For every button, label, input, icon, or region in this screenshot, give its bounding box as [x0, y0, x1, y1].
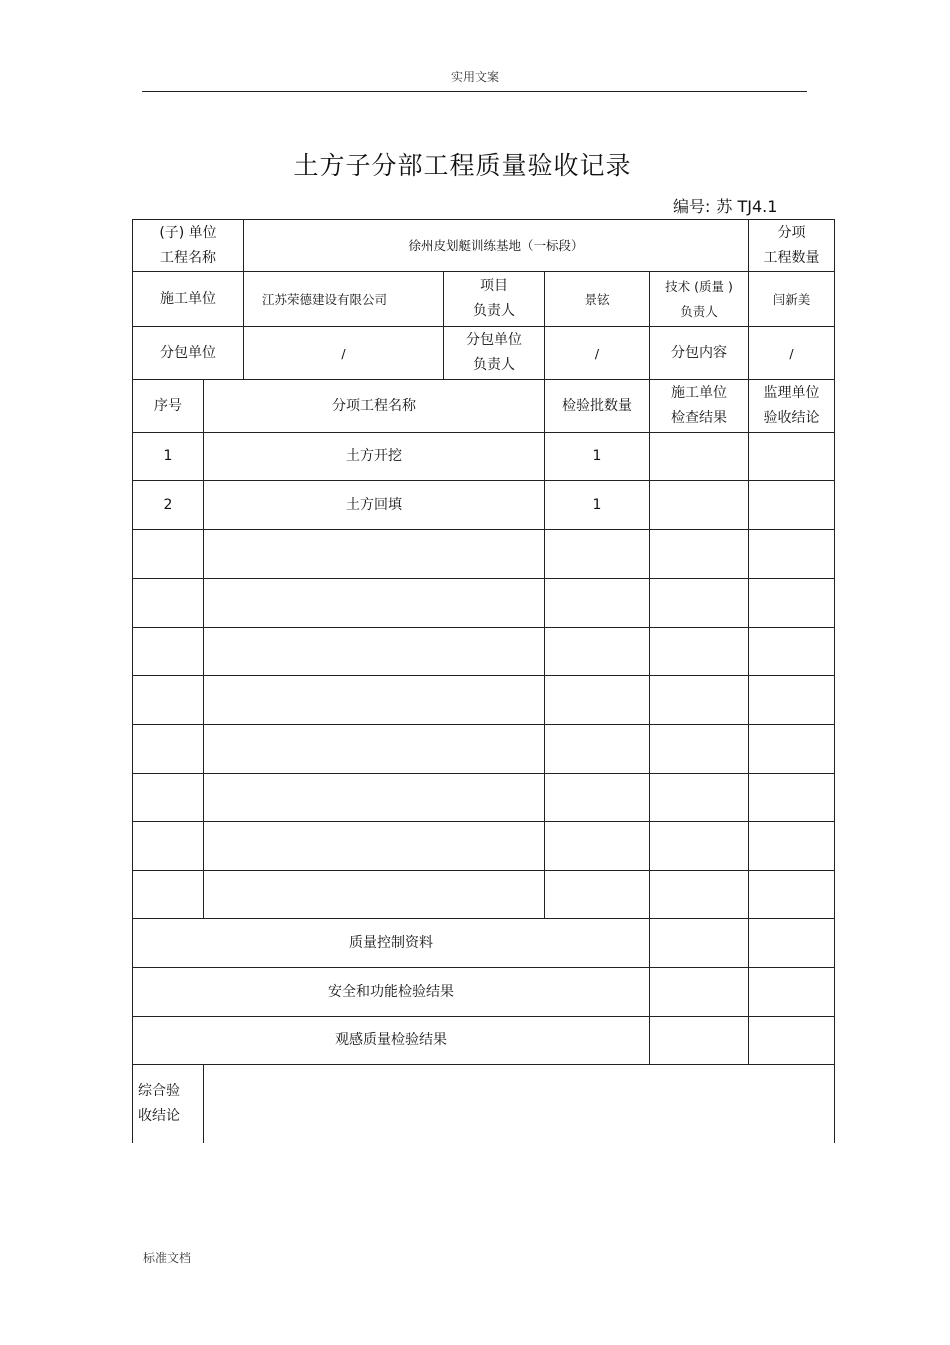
technical-manager-value: 闫新美: [749, 272, 835, 327]
column-header-supervisor-conclusion: 监理单位 验收结论: [749, 380, 835, 433]
row-name: [204, 530, 545, 579]
row-contractor-result: [650, 871, 749, 919]
code-label: 编号:: [673, 197, 711, 216]
subcontract-content-label: 分包内容: [650, 327, 749, 380]
row-batch: [545, 725, 650, 774]
summary-contractor-result: [650, 1017, 749, 1065]
row-seq: [133, 871, 204, 919]
row-contractor-result: [650, 725, 749, 774]
table-row: [133, 774, 835, 822]
summary-label: 质量控制资料: [133, 919, 650, 968]
row-name: [204, 676, 545, 725]
project-manager-label: 项目 负责人: [444, 272, 545, 327]
technical-manager-label: 技术 (质量 ) 负责人: [650, 272, 749, 327]
column-header-seq: 序号: [133, 380, 204, 433]
items-header-row: [133, 380, 835, 433]
row-contractor-result: [650, 822, 749, 871]
table-row: [133, 822, 835, 871]
row-supervisor-conclusion: [749, 628, 835, 676]
summary-supervisor-conclusion: [749, 919, 835, 968]
subitem-count-cell: 分项 工程数量: [749, 220, 835, 272]
info-row-project: [133, 220, 835, 272]
row-batch: 1: [545, 481, 650, 530]
table-row: [133, 871, 835, 919]
row-seq: [133, 628, 204, 676]
row-batch: [545, 579, 650, 628]
subcontractor-label: 分包单位: [133, 327, 244, 380]
row-contractor-result: [650, 676, 749, 725]
subcontract-content-value: /: [749, 327, 835, 380]
row-name: [204, 822, 545, 871]
contractor-label: 施工单位: [133, 272, 244, 327]
row-name: [204, 774, 545, 822]
code-value: 苏 TJ4.1: [716, 197, 778, 216]
table-row: [133, 481, 835, 530]
table-row: [133, 676, 835, 725]
row-contractor-result: [650, 481, 749, 530]
info-row-subcontractor: [133, 327, 835, 380]
summary-row-safety-function: [133, 968, 835, 1017]
summary-contractor-result: [650, 919, 749, 968]
row-batch: [545, 774, 650, 822]
project-manager-value: 景铉: [545, 272, 650, 327]
conclusion-label: 综合验 收结论: [133, 1065, 204, 1143]
page-header: 实用文案: [450, 70, 499, 84]
row-name: [204, 579, 545, 628]
row-seq: 2: [133, 481, 204, 530]
column-header-batch: 检验批数量: [545, 380, 650, 433]
row-seq: [133, 822, 204, 871]
project-name-value: 徐州皮划艇训练基地（一标段）: [244, 220, 749, 272]
project-name-label: (子) 单位 工程名称: [133, 220, 244, 272]
header-rule: [142, 91, 807, 92]
table-row: [133, 628, 835, 676]
row-contractor-result: [650, 579, 749, 628]
table-row: [133, 530, 835, 579]
row-batch: 1: [545, 433, 650, 481]
summary-row-quality-control: [133, 919, 835, 968]
row-name: 土方回填: [204, 481, 545, 530]
row-batch: [545, 822, 650, 871]
row-seq: [133, 725, 204, 774]
row-supervisor-conclusion: [749, 433, 835, 481]
row-seq: [133, 676, 204, 725]
row-batch: [545, 530, 650, 579]
summary-supervisor-conclusion: [749, 1017, 835, 1065]
row-contractor-result: [650, 433, 749, 481]
row-supervisor-conclusion: [749, 822, 835, 871]
row-supervisor-conclusion: [749, 725, 835, 774]
table-row: [133, 725, 835, 774]
acceptance-form-table: [132, 219, 835, 1143]
row-name: [204, 725, 545, 774]
subcontractor-manager-value: /: [545, 327, 650, 380]
summary-label: 观感质量检验结果: [133, 1017, 650, 1065]
table-row: [133, 433, 835, 481]
row-name: 土方开挖: [204, 433, 545, 481]
row-name: [204, 628, 545, 676]
row-supervisor-conclusion: [749, 481, 835, 530]
row-seq: [133, 579, 204, 628]
row-supervisor-conclusion: [749, 871, 835, 919]
row-seq: [133, 774, 204, 822]
column-header-name: 分项工程名称: [204, 380, 545, 433]
conclusion-row: [133, 1065, 835, 1143]
summary-label: 安全和功能检验结果: [133, 968, 650, 1017]
summary-contractor-result: [650, 968, 749, 1017]
contractor-value: 江苏荣德建设有限公司: [244, 272, 444, 327]
row-batch: [545, 676, 650, 725]
row-seq: [133, 530, 204, 579]
row-supervisor-conclusion: [749, 676, 835, 725]
info-row-contractor: [133, 272, 835, 327]
row-supervisor-conclusion: [749, 530, 835, 579]
row-supervisor-conclusion: [749, 579, 835, 628]
row-contractor-result: [650, 774, 749, 822]
row-contractor-result: [650, 530, 749, 579]
document-title: 土方子分部工程质量验收记录: [293, 151, 632, 180]
row-contractor-result: [650, 628, 749, 676]
column-header-contractor-result: 施工单位 检查结果: [650, 380, 749, 433]
summary-row-visual-quality: [133, 1017, 835, 1065]
row-seq: 1: [133, 433, 204, 481]
row-batch: [545, 628, 650, 676]
row-supervisor-conclusion: [749, 774, 835, 822]
conclusion-value: [204, 1065, 835, 1143]
page-footer: 标准文档: [143, 1251, 192, 1265]
table-row: [133, 579, 835, 628]
subcontractor-manager-label: 分包单位 负责人: [444, 327, 545, 380]
subcontractor-value: /: [244, 327, 444, 380]
summary-supervisor-conclusion: [749, 968, 835, 1017]
row-name: [204, 871, 545, 919]
row-batch: [545, 871, 650, 919]
document-code: [673, 194, 777, 217]
